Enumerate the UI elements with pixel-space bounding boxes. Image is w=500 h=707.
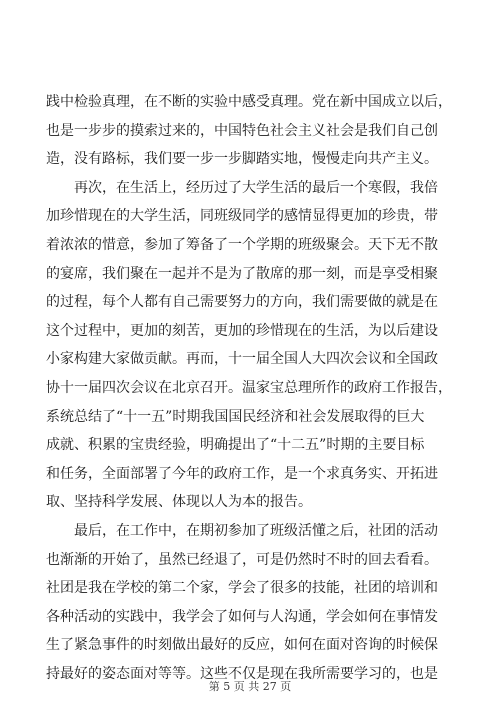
text-line: 再次，在生活上，经历过了大学生活的最后一个寒假，我倍 bbox=[46, 179, 438, 196]
text-line: 也是一步步的摸索过来的，中国特色社会主义社会是我们自己创 bbox=[46, 122, 438, 139]
text-line: 系统总结了“十一五”时期我国国民经济和社会发展取得的巨大 bbox=[46, 408, 425, 425]
text-line: 这个过程中，更加的刻苦，更加的珍惜现在的生活，为以后建设 bbox=[46, 322, 438, 339]
text-line: 造，没有路标，我们要一步一步脚踏实地，慢慢走向共产主义。 bbox=[46, 151, 438, 168]
text-line: 的过程，每个人都有自己需要努力的方向，我们需要做的就是在 bbox=[46, 294, 438, 311]
text-line: 取、坚持科学发展、体现以人为本的报告。 bbox=[46, 494, 312, 511]
text-line: 和任务，全面部署了今年的政府工作，是一个求真务实、开拓进 bbox=[46, 465, 438, 482]
text-line: 践中检验真理，在不断的实验中感受真理。党在新中国成立以后， bbox=[46, 94, 452, 110]
text-line: 最后，在工作中，在期初参加了班级活懂之后，社团的活动 bbox=[46, 522, 438, 539]
text-line: 协十一届四次会议在北京召开。温家宝总理所作的政府工作报告， bbox=[46, 379, 452, 396]
text-line: 着浓浓的惜意，参加了筹备了一个学期的班级聚会。天下无不散 bbox=[46, 236, 438, 253]
text-line: 社团是我在学校的第二个家，学会了很多的技能，社团的培训和 bbox=[46, 580, 438, 597]
text-line: 的宴席，我们聚在一起并不是为了散席的那一刻，而是享受相聚 bbox=[46, 265, 438, 282]
text-line: 持最好的姿态面对等等。这些不仅是现在我所需要学习的，也是 bbox=[46, 665, 438, 682]
text-line: 加珍惜现在的大学生活，同班级同学的感情显得更加的珍贵，带 bbox=[46, 208, 438, 225]
text-line: 各种活动的实践中，我学会了如何与人沟通，学会如何在事情发 bbox=[46, 608, 438, 625]
page-number-footer: 第 5 页 共 27 页 bbox=[208, 680, 292, 693]
text-line: 小家构建大家做贡献。再而，十一届全国人大四次会议和全国政 bbox=[46, 351, 438, 368]
text-line: 也渐渐的开始了，虽然已经退了，可是仍然时不时的回去看看。 bbox=[46, 551, 438, 568]
body-text bbox=[46, 88, 458, 688]
text-line: 成就、积累的宝贵经验，明确提出了“十二五”时期的主要目标 bbox=[46, 437, 425, 454]
text-line: 生了紧急事件的时刻做出最好的反应，如何在面对咨询的时候保 bbox=[46, 637, 438, 654]
